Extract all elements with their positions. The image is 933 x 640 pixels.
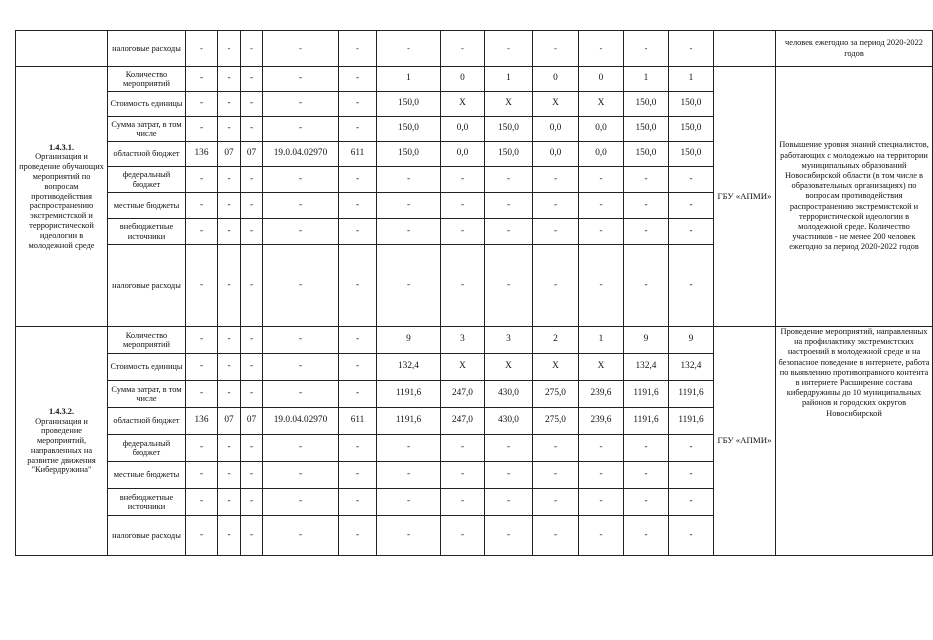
program-table-wrapper [15,30,933,556]
pr-cell: 07 [241,408,263,435]
rz-cell: - [218,462,241,489]
program-activities-table [15,30,933,556]
value-cell: - [533,516,579,556]
value-cell: X [485,354,533,381]
expected-result-cell: Повышение уровня знаний специалистов, работающих с молодежью на территории муниципальных образований Новосибирской области (в том числе в образовательных организациях) по вопросам противодействия распространению экстремистской и террористической идеологии в молодежной среде. Количество участников - не менее 200 человек ежегодно за период 2020-2022 годов [776,67,933,327]
value-cell: - [669,245,714,327]
value-cell: - [339,31,377,67]
value-cell: - [669,489,714,516]
value-cell: 150,0 [624,92,669,117]
value-cell: - [485,219,533,245]
value-cell: 1191,6 [669,408,714,435]
value-cell: 275,0 [533,408,579,435]
grbs-cell: - [186,435,218,462]
pr-cell: - [241,516,263,556]
metric-cell: Стоимость единицы [108,354,186,381]
value-cell: - [263,31,339,67]
metric-cell: внебюджетные источники [108,489,186,516]
value-cell: 1 [579,327,624,354]
vr-cell: - [339,117,377,142]
pr-cell: - [241,193,263,219]
value-cell: - [441,167,485,193]
rz-cell: - [218,516,241,556]
value-cell: 0,0 [533,117,579,142]
grbs-cell: - [186,462,218,489]
value-cell: - [579,489,624,516]
vr-cell: - [339,245,377,327]
activity-title: Организация и проведение обучающих мероприятий по вопросам противодействия распространению экстремистской и террористической идеологии в молодежной среде [19,152,104,250]
metric-cell: Сумма затрат, в том числе [108,381,186,408]
value-cell: 0,0 [533,142,579,167]
value-cell: 1 [377,67,441,92]
value-cell: - [579,167,624,193]
value-cell: 9 [377,327,441,354]
value-cell: - [669,219,714,245]
value-cell: - [377,489,441,516]
value-cell: - [579,193,624,219]
value-cell: - [441,193,485,219]
metric-cell: местные бюджеты [108,193,186,219]
rz-cell: - [218,381,241,408]
metric-cell: Количество мероприятий [108,67,186,92]
value-cell: 150,0 [377,142,441,167]
value-cell: - [669,193,714,219]
value-cell: - [533,245,579,327]
value-cell: - [624,31,669,67]
value-cell: - [485,31,533,67]
pr-cell: - [241,117,263,142]
csr-cell: - [263,327,339,354]
rz-cell: - [218,354,241,381]
value-cell: X [533,354,579,381]
vr-cell: - [339,92,377,117]
rz-cell: - [218,67,241,92]
value-cell: - [241,31,263,67]
vr-cell: - [339,193,377,219]
pr-cell: - [241,462,263,489]
csr-cell: - [263,117,339,142]
expected-result-cell: Проведение мероприятий, направленных на профилактику экстремистских настроений в молодежной среде и на безопасное поведение в интернете, работа по выявлению противоправного контента в интернете Расширение состава кибердружины до 10 муниципальных районов и городских округов Новосибирской [776,327,933,556]
value-cell: 1191,6 [377,381,441,408]
value-cell: - [669,435,714,462]
value-cell: - [441,462,485,489]
csr-cell: - [263,167,339,193]
rz-cell: - [218,327,241,354]
pr-cell: - [241,219,263,245]
metric-cell: областной бюджет [108,408,186,435]
metric-cell: местные бюджеты [108,462,186,489]
metric-cell: налоговые расходы [108,31,186,67]
value-cell: - [377,219,441,245]
metric-cell: Сумма затрат, в том числе [108,117,186,142]
value-cell: 0 [441,67,485,92]
value-cell: - [624,435,669,462]
value-cell: - [669,516,714,556]
activity-cell [16,327,108,556]
value-cell: 150,0 [377,92,441,117]
csr-cell: - [263,354,339,381]
value-cell: - [377,31,441,67]
value-cell: - [533,193,579,219]
rz-cell: - [218,219,241,245]
csr-cell: - [263,193,339,219]
executor-cell: ГБУ «АПМИ» [714,67,776,327]
value-cell: 0 [579,67,624,92]
value-cell: - [579,462,624,489]
rz-cell: - [218,435,241,462]
value-cell: - [624,219,669,245]
value-cell: - [624,489,669,516]
csr-cell: - [263,245,339,327]
csr-cell: 19.0.04.02970 [263,408,339,435]
vr-cell: - [339,462,377,489]
value-cell: 150,0 [624,117,669,142]
activity-cell [16,67,108,327]
value-cell: - [485,489,533,516]
vr-cell: - [339,354,377,381]
value-cell: - [485,193,533,219]
rz-cell: - [218,117,241,142]
value-cell: 1 [485,67,533,92]
value-cell: 239,6 [579,408,624,435]
pr-cell: - [241,167,263,193]
metric-cell: налоговые расходы [108,245,186,327]
value-cell: - [579,31,624,67]
grbs-cell: - [186,219,218,245]
vr-cell: 611 [339,142,377,167]
table-row [16,327,933,354]
value-cell: - [579,219,624,245]
grbs-cell: - [186,117,218,142]
value-cell: 132,4 [669,354,714,381]
value-cell: 239,6 [579,381,624,408]
metric-cell: внебюджетные источники [108,219,186,245]
value-cell: - [533,167,579,193]
csr-cell: - [263,489,339,516]
value-cell: 0 [533,67,579,92]
pr-cell: - [241,245,263,327]
value-cell: - [377,167,441,193]
value-cell: - [377,193,441,219]
pr-cell: 07 [241,142,263,167]
grbs-cell: - [186,67,218,92]
grbs-cell: 136 [186,142,218,167]
value-cell: 150,0 [624,142,669,167]
table-row [16,31,933,67]
value-cell: - [533,462,579,489]
value-cell: 0,0 [579,142,624,167]
grbs-cell: - [186,92,218,117]
grbs-cell: - [186,167,218,193]
vr-cell: - [339,435,377,462]
value-cell: 247,0 [441,381,485,408]
csr-cell: - [263,92,339,117]
value-cell: - [441,489,485,516]
metric-cell: областной бюджет [108,142,186,167]
value-cell: - [624,462,669,489]
value-cell: - [377,516,441,556]
value-cell: - [441,516,485,556]
value-cell: 132,4 [624,354,669,381]
value-cell: 150,0 [485,142,533,167]
pr-cell: - [241,354,263,381]
vr-cell: - [339,67,377,92]
rz-cell: 07 [218,142,241,167]
value-cell: 150,0 [669,92,714,117]
rz-cell: 07 [218,408,241,435]
rz-cell: - [218,193,241,219]
expected-result-cell-prev: человек ежегодно за период 2020-2022 годов [776,31,933,67]
value-cell: - [485,245,533,327]
csr-cell: - [263,67,339,92]
pr-cell: - [241,435,263,462]
vr-cell: - [339,219,377,245]
value-cell: 0,0 [441,142,485,167]
activity-title: Организация и проведение мероприятий, направленных на развитие движения "Кибердружина" [27,416,96,475]
vr-cell: - [339,167,377,193]
value-cell: 150,0 [669,142,714,167]
value-cell: 150,0 [377,117,441,142]
executor-cell: ГБУ «АПМИ» [714,327,776,556]
value-cell: - [485,516,533,556]
pr-cell: - [241,67,263,92]
metric-cell: федеральный бюджет [108,435,186,462]
value-cell: - [485,167,533,193]
table-row [16,67,933,92]
value-cell: - [579,245,624,327]
value-cell: 9 [624,327,669,354]
rz-cell: - [218,167,241,193]
grbs-cell: - [186,516,218,556]
value-cell: 132,4 [377,354,441,381]
grbs-cell: - [186,354,218,381]
rz-cell: - [218,489,241,516]
metric-cell: Количество мероприятий [108,327,186,354]
value-cell: - [579,435,624,462]
csr-cell: 19.0.04.02970 [263,142,339,167]
value-cell: - [624,193,669,219]
value-cell: 430,0 [485,381,533,408]
value-cell: 1191,6 [624,408,669,435]
value-cell: 2 [533,327,579,354]
value-cell: - [669,167,714,193]
rz-cell: - [218,92,241,117]
grbs-cell: - [186,489,218,516]
csr-cell: - [263,435,339,462]
pr-cell: - [241,92,263,117]
value-cell: 1191,6 [624,381,669,408]
value-cell: 1 [624,67,669,92]
value-cell: - [533,489,579,516]
value-cell: - [377,245,441,327]
value-cell: - [377,435,441,462]
activity-cell-prev [16,31,108,67]
value-cell: X [485,92,533,117]
vr-cell: - [339,381,377,408]
value-cell: 430,0 [485,408,533,435]
value-cell: 150,0 [485,117,533,142]
value-cell: X [533,92,579,117]
vr-cell: - [339,489,377,516]
csr-cell: - [263,381,339,408]
value-cell: - [624,516,669,556]
value-cell: - [669,462,714,489]
value-cell: - [485,462,533,489]
value-cell: - [441,31,485,67]
pr-cell: - [241,489,263,516]
grbs-cell: 136 [186,408,218,435]
value-cell: - [669,31,714,67]
activity-code: 1.4.3.2. [48,406,75,416]
value-cell: - [441,435,485,462]
value-cell: - [441,245,485,327]
grbs-cell: - [186,381,218,408]
value-cell: - [624,245,669,327]
value-cell: 3 [441,327,485,354]
metric-cell: федеральный бюджет [108,167,186,193]
value-cell: X [579,92,624,117]
csr-cell: - [263,219,339,245]
value-cell: 1 [669,67,714,92]
activity-code: 1.4.3.1. [48,142,75,152]
vr-cell: 611 [339,408,377,435]
value-cell: X [579,354,624,381]
csr-cell: - [263,516,339,556]
value-cell: - [579,516,624,556]
metric-cell: Стоимость единицы [108,92,186,117]
pr-cell: - [241,327,263,354]
value-cell: 9 [669,327,714,354]
value-cell: - [533,219,579,245]
metric-cell: налоговые расходы [108,516,186,556]
value-cell: - [533,435,579,462]
value-cell: 1191,6 [377,408,441,435]
value-cell: 0,0 [579,117,624,142]
value-cell: - [533,31,579,67]
value-cell: 1191,6 [669,381,714,408]
value-cell: - [186,31,218,67]
value-cell: - [441,219,485,245]
grbs-cell: - [186,245,218,327]
grbs-cell: - [186,327,218,354]
value-cell: 150,0 [669,117,714,142]
grbs-cell: - [186,193,218,219]
value-cell: - [624,167,669,193]
value-cell: 247,0 [441,408,485,435]
vr-cell: - [339,516,377,556]
value-cell: X [441,354,485,381]
value-cell: X [441,92,485,117]
value-cell: 3 [485,327,533,354]
value-cell: 0,0 [441,117,485,142]
vr-cell: - [339,327,377,354]
pr-cell: - [241,381,263,408]
rz-cell: - [218,245,241,327]
csr-cell: - [263,462,339,489]
value-cell: 275,0 [533,381,579,408]
executor-cell-prev [714,31,776,67]
value-cell: - [218,31,241,67]
value-cell: - [485,435,533,462]
value-cell: - [377,462,441,489]
